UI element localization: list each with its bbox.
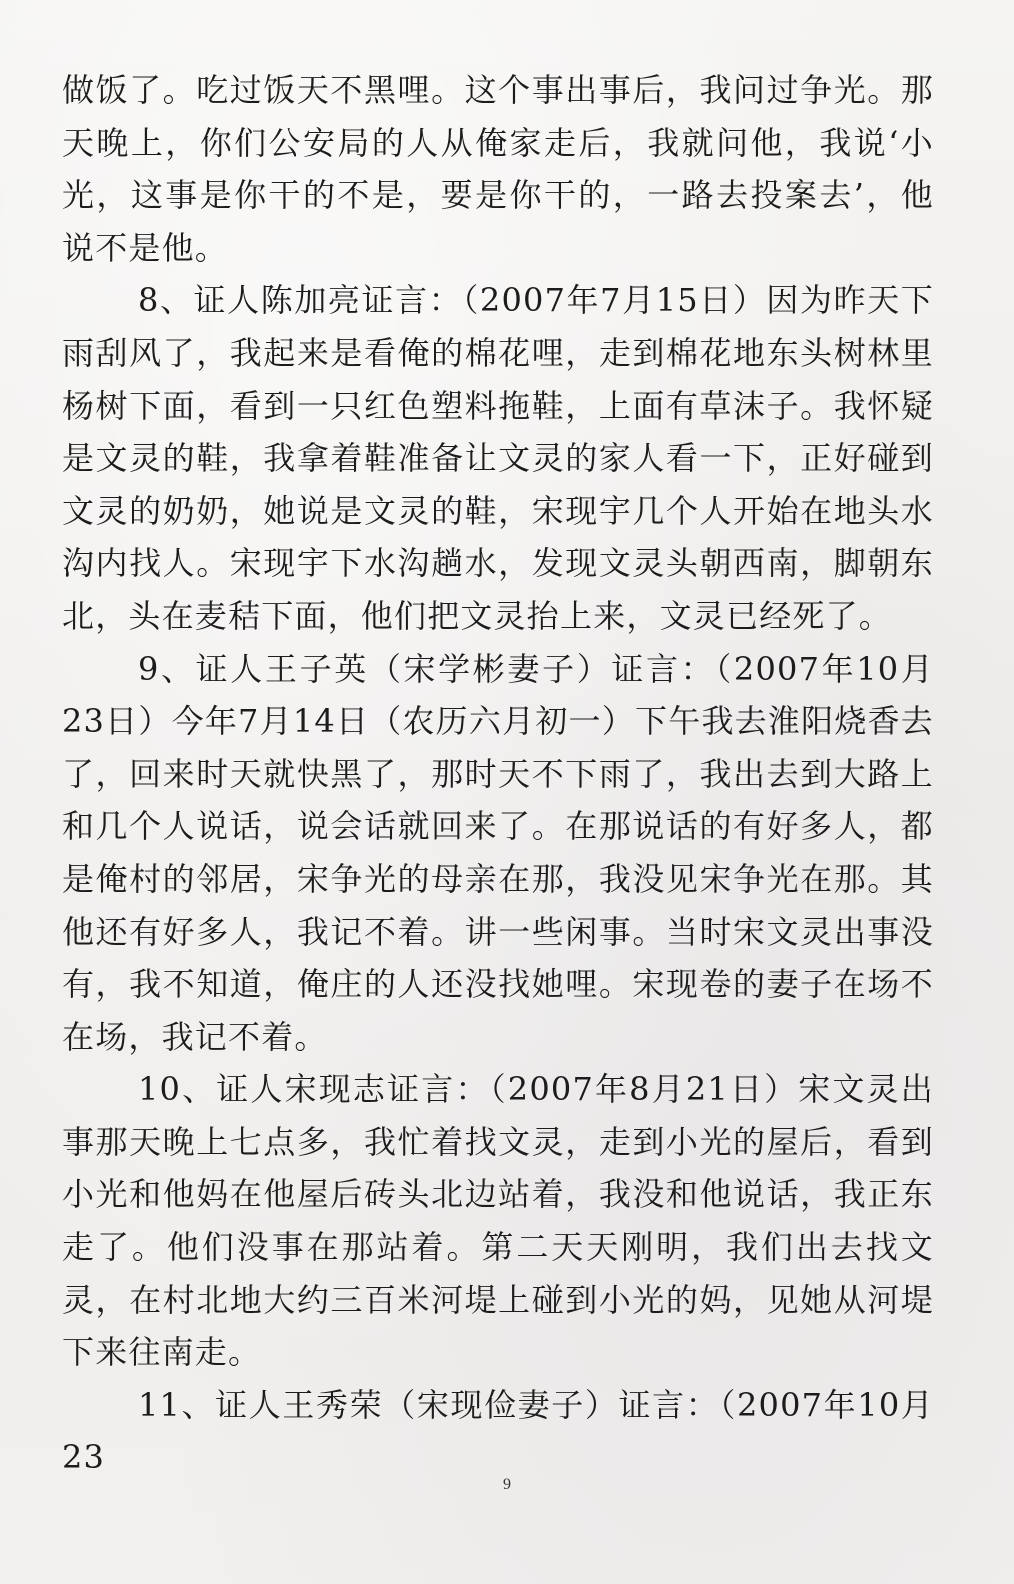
paragraph-witness-10: 10、证人宋现志证言：（2007年8月21日）宋文灵出事那天晚上七点多，我忙着找文灵，走到小光的屋后，看到小光和他妈在他屋后砖头北边站着，我没和他说话，我正东走了。他们没事在那站着。第二天天刚明，我们出去找文灵，在村北地大约三百米河堤上碰到小光的妈，见她从河堤下来往南走。 bbox=[62, 1070, 934, 1372]
paragraph-witness-11: 11、证人王秀荣（宋现俭妻子）证言：（2007年10月23 bbox=[62, 1385, 934, 1477]
paragraph-witness-9: 9、证人王子英（宋学彬妻子）证言：（2007年10月23日）今年7月14日（农历六月初一）下午我去淮阳烧香去了，回来时天就快黑了，那时天不下雨了，我出去到大路上和几个人说话，说会话就回来了。在那说话的有好多人，都是俺村的邻居，宋争光的母亲在那，我没见宋争光在那。其他还有好多人，我记不着。讲一些闲事。当时宋文灵出事没有，我不知道，俺庄的人还没找她哩。宋现卷的妻子在场不在场，我记不着。 bbox=[62, 649, 934, 1056]
page-number: 9 bbox=[503, 1476, 511, 1493]
paragraph-witness-8: 8、证人陈加亮证言：（2007年7月15日）因为昨天下雨刮风了，我起来是看俺的棉花哩，走到棉花地东头树林里杨树下面，看到一只红色塑料拖鞋，上面有草沫子。我怀疑是文灵的鞋，我拿着鞋准备让文灵的家人看一下，正好碰到文灵的奶奶，她说是文灵的鞋，宋现宇几个人开始在地头水沟内找人。宋现宇下水沟趟水，发现文灵头朝西南，脚朝东北，头在麦秸下面，他们把文灵抬上来，文灵已经死了。 bbox=[62, 281, 934, 635]
paragraph-continued: 做饭了。吃过饭天不黑哩。这个事出事后，我问过争光。那天晚上，你们公安局的人从俺家走后，我就问他，我说‘小光，这事是你干的不是，要是你干的，一路去投案去’，他说不是他。 bbox=[62, 71, 934, 267]
document-body bbox=[62, 64, 934, 1484]
